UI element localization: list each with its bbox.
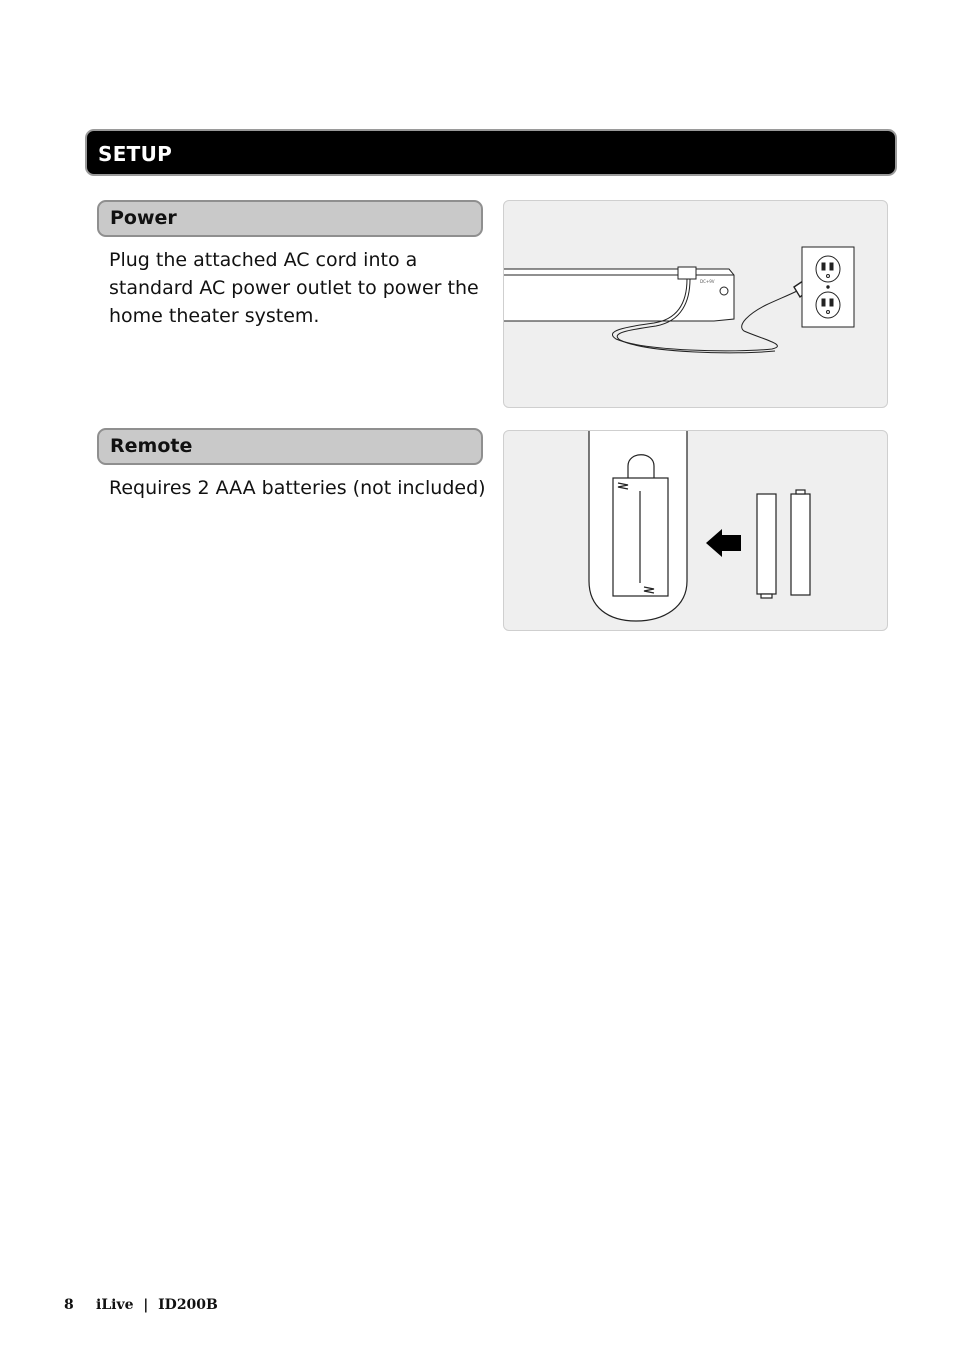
remote-heading: Remote [110,435,193,457]
svg-text:DC+9V: DC+9V [700,279,715,284]
section-title: SETUP [98,142,173,166]
power-instructions: Plug the attached AC cord into a standard AC power outlet to power the home theater system. [109,249,479,327]
footer-separator: | [143,1297,149,1313]
remote-heading-bar [97,428,483,465]
page-footer [64,1297,218,1313]
power-heading-bar [97,200,483,237]
power-illustration [503,200,888,408]
power-heading: Power [110,207,177,229]
footer-model: ID200B [158,1297,218,1313]
footer-brand: iLive [96,1297,134,1313]
soundbar-outlet-drawing [504,201,888,408]
section-banner [85,129,897,176]
page-number: 8 [64,1297,74,1313]
remote-batteries-drawing [504,431,888,631]
remote-instructions: Requires 2 AAA batteries (not included) [109,477,486,499]
remote-illustration [503,430,888,631]
